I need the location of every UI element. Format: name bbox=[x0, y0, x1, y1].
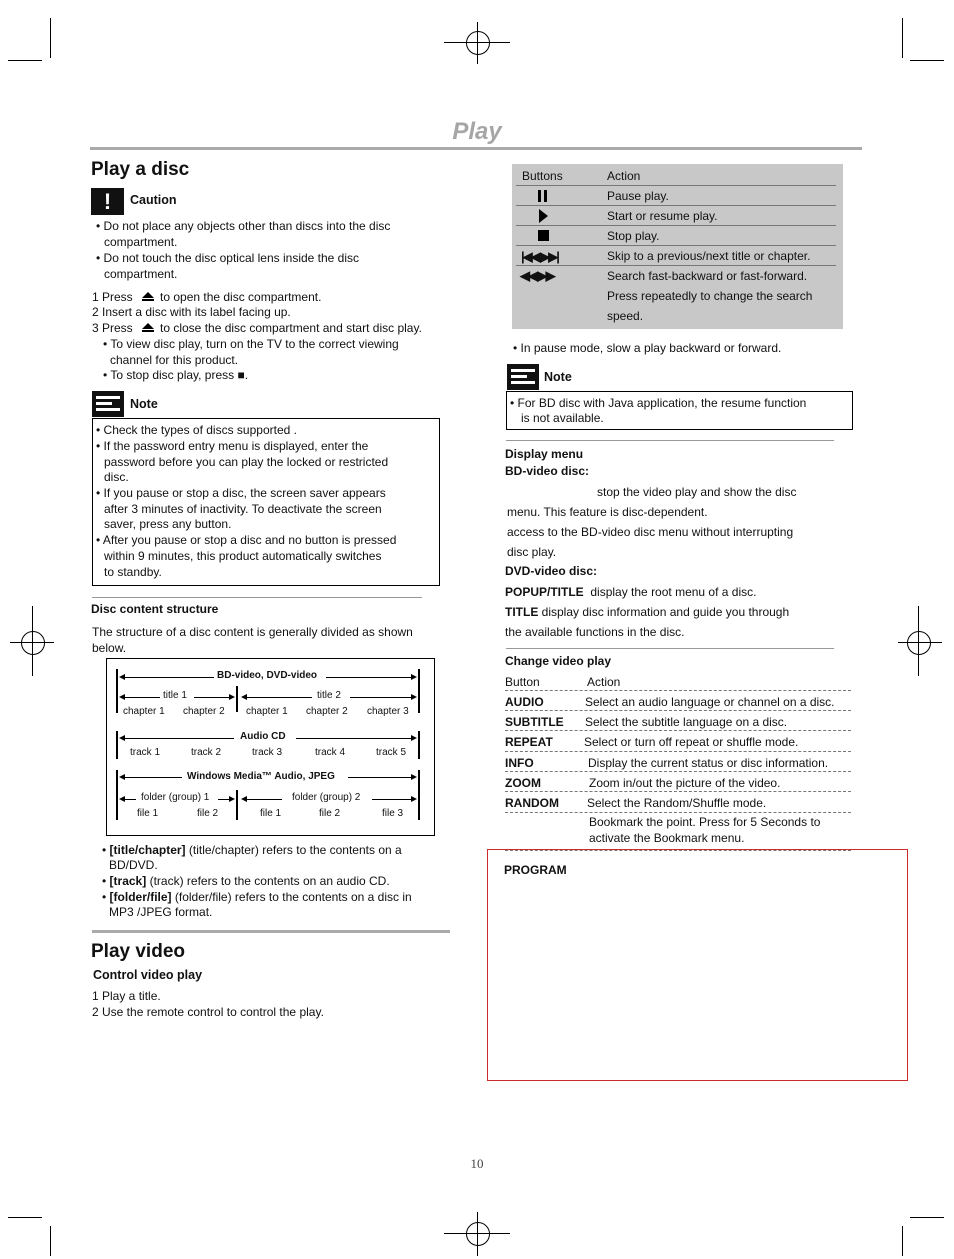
title-line: TITLE display disc information and guide you through bbox=[505, 605, 790, 619]
crop-mark bbox=[50, 18, 51, 58]
step-text: • To stop disc play, press ■. bbox=[103, 368, 249, 382]
video-step: 1 Play a title. bbox=[92, 989, 161, 1003]
arrow-left-icon bbox=[119, 694, 125, 700]
table-header: Action bbox=[587, 675, 621, 689]
chapter-label: chapter 2 bbox=[183, 706, 225, 717]
action-text: Zoom in/out the picture of the video. bbox=[589, 776, 781, 790]
crop-mark bbox=[918, 606, 919, 676]
diagram-line bbox=[124, 697, 160, 698]
note-label: Note bbox=[544, 370, 572, 384]
display-menu-text: disc play. bbox=[507, 545, 557, 559]
table-row bbox=[516, 225, 836, 246]
pause-tip: • In pause mode, slow a play backward or forward. bbox=[513, 341, 782, 355]
arrow-left-icon bbox=[119, 774, 125, 780]
note-icon bbox=[92, 391, 124, 417]
play-video-heading: Play video bbox=[91, 941, 185, 962]
row-divider bbox=[505, 710, 851, 711]
diagram-line bbox=[246, 697, 312, 698]
chapter-label: chapter 2 bbox=[306, 706, 348, 717]
structure-bullet: BD/DVD. bbox=[109, 858, 158, 872]
caution-line: compartment. bbox=[104, 267, 178, 281]
page-number: 10 bbox=[470, 1156, 484, 1171]
chapter-label: chapter 3 bbox=[367, 706, 409, 717]
arrow-right-icon bbox=[411, 774, 417, 780]
note-label: Note bbox=[130, 397, 158, 411]
table-header: Button bbox=[505, 675, 540, 689]
arrow-right-icon bbox=[229, 796, 235, 802]
key-label: INFO bbox=[505, 756, 534, 770]
header-rule bbox=[90, 147, 862, 150]
key-label: REPEAT bbox=[505, 735, 553, 749]
diagram-line bbox=[350, 697, 412, 698]
structure-intro: The structure of a disc content is generally divided as shown bbox=[92, 625, 413, 639]
file-label: file 1 bbox=[137, 808, 159, 819]
row-divider bbox=[505, 730, 851, 731]
key-label: ZOOM bbox=[505, 776, 541, 790]
play-disc-heading: Play a disc bbox=[91, 159, 190, 180]
crop-mark bbox=[910, 60, 944, 61]
wma-label: Windows Media™ Audio, JPEG bbox=[187, 771, 335, 782]
structure-bullet: • [folder/file] (folder/file) refers to the contents on a disc in bbox=[102, 890, 412, 904]
row-divider bbox=[505, 812, 851, 813]
display-menu-text: menu. This feature is disc-dependent. bbox=[507, 505, 708, 519]
section-rule bbox=[92, 930, 450, 933]
registration-mark-icon bbox=[907, 631, 931, 655]
crop-mark bbox=[32, 606, 33, 676]
divider bbox=[92, 597, 422, 598]
pause-icon bbox=[538, 190, 541, 202]
step-text: • To view disc play, turn on the TV to the correct viewing bbox=[103, 337, 399, 351]
cd-label: Audio CD bbox=[240, 731, 286, 742]
note-line: password before you can play the locked or restricted bbox=[104, 455, 389, 469]
bookmark-text: activate the Bookmark menu. bbox=[589, 831, 745, 845]
action-text: Skip to a previous/next title or chapter. bbox=[607, 249, 811, 263]
arrow-right-icon bbox=[411, 674, 417, 680]
diagram-line bbox=[124, 799, 136, 800]
arrow-left-icon bbox=[119, 796, 125, 802]
display-menu-heading: Display menu bbox=[505, 447, 584, 461]
arrow-left-icon bbox=[119, 735, 125, 741]
diagram-bar bbox=[116, 669, 118, 713]
caution-icon: ! bbox=[91, 188, 124, 215]
note-line: • Check the types of discs supported . bbox=[96, 423, 297, 437]
arrow-right-icon bbox=[411, 694, 417, 700]
track-label: track 3 bbox=[252, 747, 283, 758]
action-text: Select the Random/Shuffle mode. bbox=[587, 796, 767, 810]
track-label: track 1 bbox=[130, 747, 161, 758]
popup-line: POPUP/TITLE display the root menu of a disc. bbox=[505, 585, 757, 599]
divider bbox=[506, 440, 834, 441]
bd-label: BD-video, DVD-video bbox=[217, 670, 318, 681]
table-header: Buttons bbox=[522, 169, 563, 183]
action-text: Start or resume play. bbox=[607, 209, 718, 223]
action-text: Display the current status or disc information. bbox=[588, 756, 829, 770]
row-divider bbox=[505, 751, 851, 752]
track-label: track 4 bbox=[315, 747, 346, 758]
action-text: Search fast-backward or fast-forward. bbox=[607, 269, 808, 283]
crop-mark bbox=[8, 60, 42, 61]
note-line: after 3 minutes of inactivity. To deactivate the screen bbox=[104, 502, 382, 516]
eject-icon bbox=[142, 292, 154, 302]
file-label: file 1 bbox=[260, 808, 282, 819]
note-line: disc. bbox=[104, 470, 129, 484]
crop-mark bbox=[8, 1217, 42, 1218]
diagram-line bbox=[372, 799, 412, 800]
diagram-bar bbox=[116, 770, 118, 820]
track-label: track 5 bbox=[376, 747, 407, 758]
file-label: file 2 bbox=[197, 808, 219, 819]
note-line: • For BD disc with Java application, the resume function bbox=[510, 396, 807, 410]
note-line: saver, press any button. bbox=[104, 517, 232, 531]
caution-label: Caution bbox=[130, 193, 177, 207]
registration-mark-icon bbox=[466, 31, 490, 55]
arrow-right-icon bbox=[229, 694, 235, 700]
chapter-label: chapter 1 bbox=[123, 706, 165, 717]
row-divider bbox=[505, 771, 851, 772]
chapter-label: chapter 1 bbox=[246, 706, 288, 717]
structure-bullet: • [title/chapter] (title/chapter) refers to the contents on a bbox=[102, 843, 402, 857]
note-icon bbox=[507, 364, 539, 390]
action-text: speed. bbox=[607, 309, 644, 323]
registration-mark-icon bbox=[466, 1222, 490, 1246]
note-line: is not available. bbox=[521, 411, 604, 425]
arrow-right-icon bbox=[411, 735, 417, 741]
diagram-line bbox=[124, 777, 182, 778]
divider bbox=[506, 648, 834, 649]
title-label: title 2 bbox=[317, 690, 341, 701]
crop-mark bbox=[50, 1226, 51, 1256]
structure-intro: below. bbox=[92, 641, 127, 655]
structure-bullet: MP3 /JPEG format. bbox=[109, 905, 213, 919]
step-text: 3 Press bbox=[92, 321, 133, 335]
registration-mark-icon bbox=[21, 631, 45, 655]
diagram-bar bbox=[418, 770, 420, 820]
step-text: 1 Press bbox=[92, 290, 133, 304]
note-line: within 9 minutes, this product automatically switches bbox=[104, 549, 382, 563]
program-box bbox=[487, 849, 908, 1081]
arrow-right-icon bbox=[411, 796, 417, 802]
diagram-bar bbox=[236, 790, 238, 820]
track-label: track 2 bbox=[191, 747, 222, 758]
step-text: channel for this product. bbox=[110, 353, 239, 367]
diagram-line bbox=[296, 738, 412, 739]
search-icon: ◀◀ ▶▶ bbox=[520, 268, 554, 283]
crop-mark bbox=[477, 1212, 478, 1256]
bookmark-text: Bookmark the point. Press for 5 Seconds to bbox=[589, 815, 821, 829]
diagram-bar bbox=[116, 731, 118, 759]
title-label: title 1 bbox=[163, 690, 187, 701]
disc-structure-heading: Disc content structure bbox=[91, 602, 219, 616]
diagram-line bbox=[194, 697, 230, 698]
arrow-left-icon bbox=[119, 674, 125, 680]
key-label: RANDOM bbox=[505, 796, 559, 810]
action-text: Select an audio language or channel on a disc. bbox=[585, 695, 835, 709]
action-text: Select the subtitle language on a disc. bbox=[585, 715, 788, 729]
row-divider bbox=[505, 690, 851, 691]
arrow-left-icon bbox=[241, 694, 247, 700]
dvd-video-heading: DVD-video disc: bbox=[505, 564, 598, 578]
note-line: • If you pause or stop a disc, the screen saver appears bbox=[96, 486, 386, 500]
caution-line: • Do not place any objects other than discs into the disc bbox=[96, 219, 391, 233]
stop-icon bbox=[538, 230, 549, 241]
step-text: to close the disc compartment and start disc play. bbox=[160, 321, 422, 335]
folder-label: folder (group) 1 bbox=[141, 792, 210, 803]
file-label: file 2 bbox=[319, 808, 341, 819]
table-row bbox=[516, 165, 836, 186]
diagram-bar bbox=[418, 669, 420, 713]
skip-icon: |◀◀ ▶▶| bbox=[521, 249, 558, 264]
display-menu-text: access to the BD-video disc menu without interrupting bbox=[507, 525, 794, 539]
action-text: Stop play. bbox=[607, 229, 660, 243]
diagram-bar bbox=[418, 731, 420, 759]
diagram-line bbox=[326, 677, 412, 678]
action-text: Pause play. bbox=[607, 189, 669, 203]
play-icon bbox=[539, 209, 548, 223]
crop-mark bbox=[902, 18, 903, 58]
step-text: to open the disc compartment. bbox=[160, 290, 322, 304]
arrow-left-icon bbox=[241, 796, 247, 802]
eject-icon bbox=[142, 323, 154, 333]
bd-video-heading: BD-video disc: bbox=[505, 464, 590, 478]
video-step: 2 Use the remote control to control the play. bbox=[92, 1005, 324, 1019]
step-text: 2 Insert a disc with its label facing up. bbox=[92, 305, 291, 319]
change-video-heading: Change video play bbox=[505, 654, 612, 668]
row-divider bbox=[505, 791, 851, 792]
table-row bbox=[516, 185, 836, 206]
crop-mark bbox=[902, 1226, 903, 1256]
control-video-heading: Control video play bbox=[93, 968, 203, 982]
program-label: PROGRAM bbox=[504, 863, 567, 877]
diagram-line bbox=[348, 777, 412, 778]
crop-mark bbox=[898, 642, 942, 643]
note-line: • After you pause or stop a disc and no button is pressed bbox=[96, 533, 397, 547]
caution-line: • Do not touch the disc optical lens inside the disc bbox=[96, 251, 360, 265]
key-label: AUDIO bbox=[505, 695, 544, 709]
note-line: • If the password entry menu is displayed, enter the bbox=[96, 439, 369, 453]
display-menu-text: stop the video play and show the disc bbox=[597, 485, 797, 499]
note-line: to standby. bbox=[104, 565, 162, 579]
diagram-bar bbox=[236, 686, 238, 712]
structure-bullet: • [track] (track) refers to the contents on an audio CD. bbox=[102, 874, 390, 888]
crop-mark bbox=[477, 22, 478, 64]
folder-label: folder (group) 2 bbox=[292, 792, 361, 803]
diagram-line bbox=[124, 738, 234, 739]
caution-line: compartment. bbox=[104, 235, 178, 249]
table-header: Action bbox=[607, 169, 641, 183]
key-label: SUBTITLE bbox=[505, 715, 564, 729]
action-text: Press repeatedly to change the search bbox=[607, 289, 813, 303]
crop-mark bbox=[910, 1217, 944, 1218]
action-text: Select or turn off repeat or shuffle mode. bbox=[584, 735, 799, 749]
diagram-line bbox=[124, 677, 214, 678]
section-title: Play bbox=[452, 118, 502, 145]
title-line: the available functions in the disc. bbox=[505, 625, 685, 639]
file-label: file 3 bbox=[382, 808, 404, 819]
pause-icon bbox=[544, 190, 547, 202]
diagram-line bbox=[246, 799, 282, 800]
